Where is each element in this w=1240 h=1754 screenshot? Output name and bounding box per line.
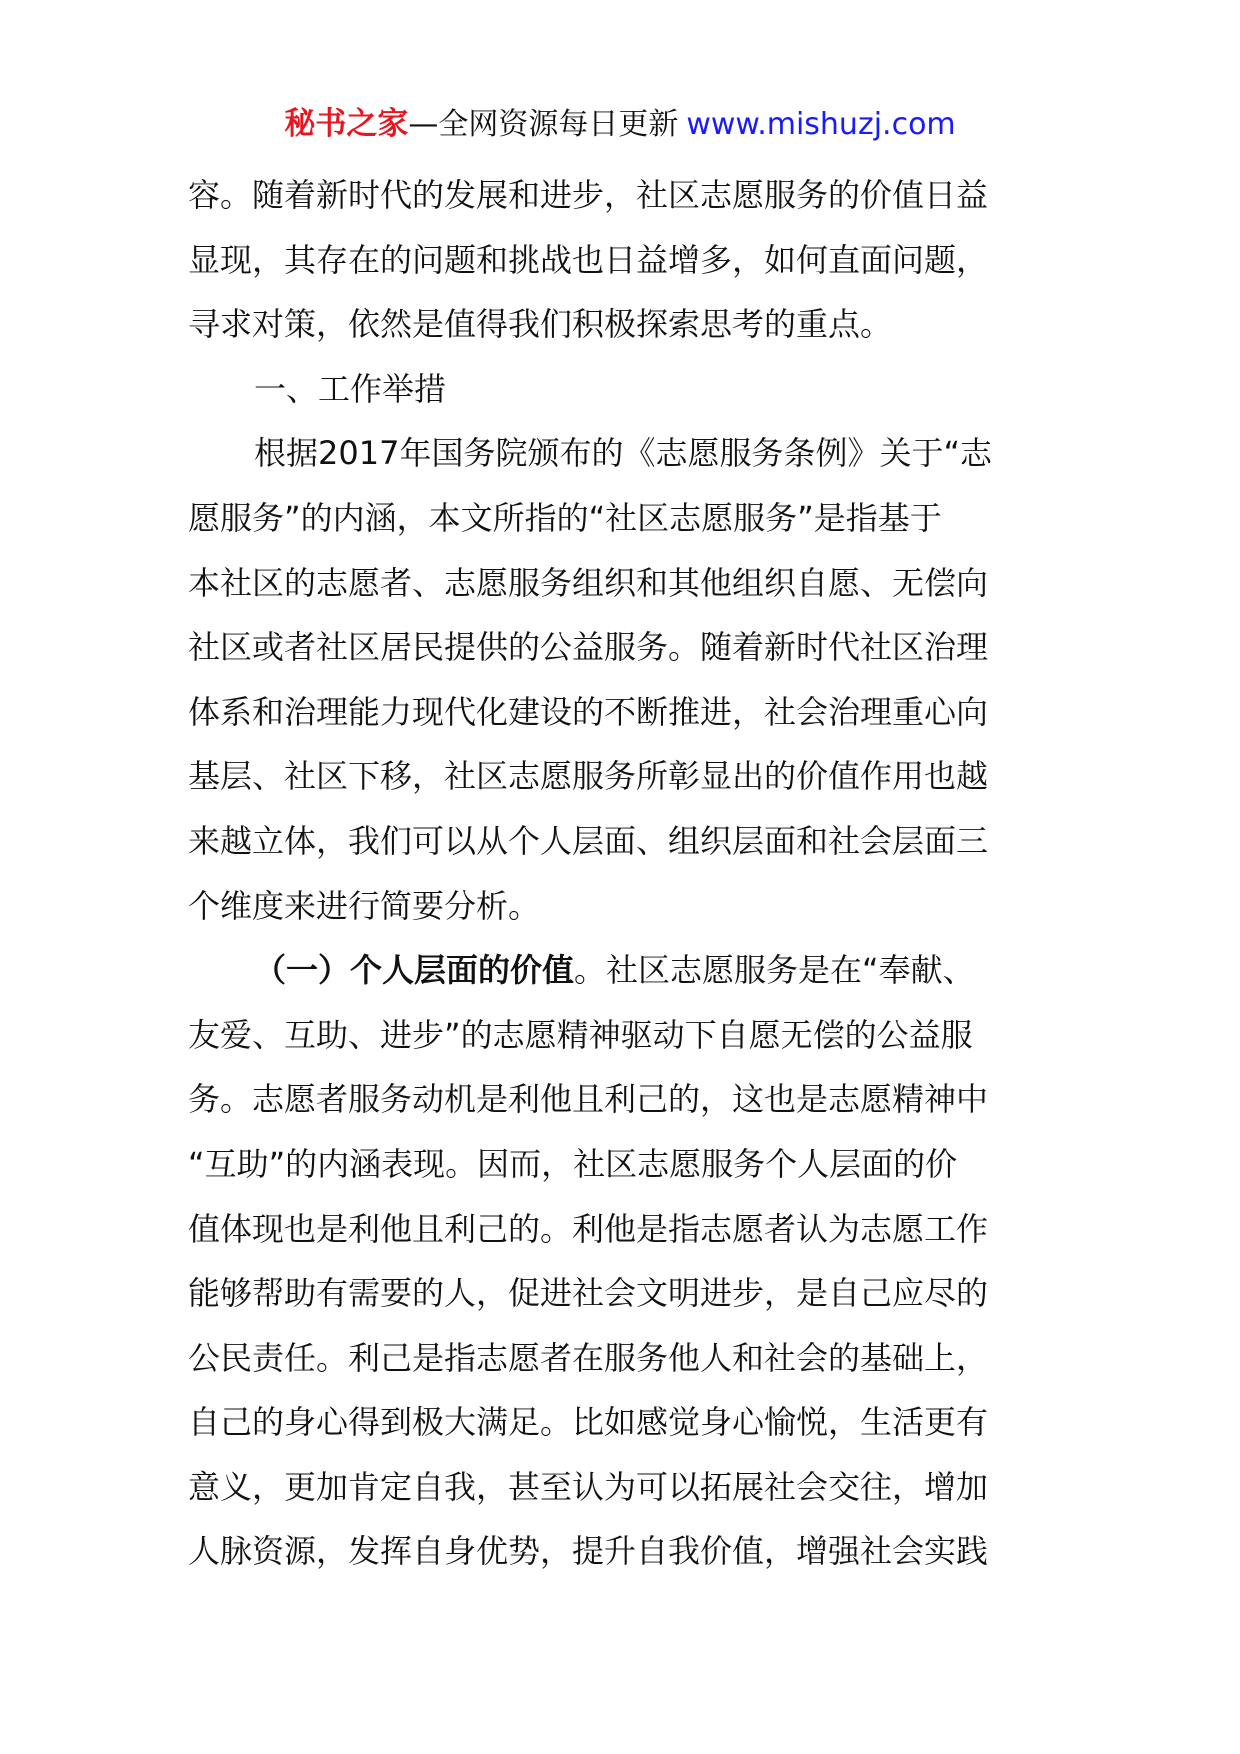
body-line: 公民责任。利己是指志愿者在服务他人和社会的基础上，: [188, 1338, 989, 1377]
brand-name: 秘书之家: [284, 106, 409, 142]
section-heading: 一、工作举措: [254, 369, 447, 408]
header-tagline: —全网资源每日更新: [408, 107, 679, 142]
body-line: “互助”的内涵表现。因而，社区志愿服务个人层面的价: [188, 1144, 958, 1183]
document-body: [188, 163, 1058, 1584]
body-line: 容。随着新时代的发展和进步，社区志愿服务的价值日益: [188, 176, 989, 214]
body-line: 社区或者社区居民提供的公益服务。随着新时代社区治理: [188, 628, 989, 667]
body-line: 愿服务”的内涵，本文所指的“社区志愿服务”是指基于: [188, 498, 942, 537]
body-line: 值体现也是利他且利己的。利他是指志愿者认为志愿工作: [188, 1209, 989, 1248]
body-line: 本社区的志愿者、志愿服务组织和其他组织自愿、无偿向: [188, 563, 989, 602]
body-line: 来越立体，我们可以从个人层面、组织层面和社会层面三: [188, 821, 989, 860]
body-line: 寻求对策，依然是值得我们积极探索思考的重点。: [188, 305, 893, 344]
body-line: 基层、社区下移，社区志愿服务所彰显出的价值作用也越: [188, 757, 989, 796]
subsection-line: （一）个人层面的价值。社区志愿服务是在“奉献、: [254, 951, 975, 990]
body-line: 自己的身心得到极大满足。比如感觉身心愉悦，生活更有: [188, 1403, 989, 1442]
body-line: 能够帮助有需要的人，促进社会文明进步，是自己应尽的: [188, 1274, 989, 1313]
body-line: 体系和治理能力现代化建设的不断推进，社会治理重心向: [188, 692, 989, 731]
subsection-title: （一）个人层面的价值: [254, 951, 575, 990]
body-line: 务。志愿者服务动机是利他且利己的，这也是志愿精神中: [188, 1080, 989, 1119]
body-line: 根据2017年国务院颁布的《志愿服务条例》关于“志: [254, 434, 993, 473]
page-header: [0, 100, 1240, 149]
body-line: 个维度来进行简要分析。: [188, 886, 541, 925]
body-line: 显现，其存在的问题和挑战也日益增多，如何直面问题，: [188, 240, 989, 279]
body-line: 意义，更加肯定自我，甚至认为可以拓展社会交往，增加: [188, 1467, 989, 1506]
body-line: 人脉资源，发挥自身优势，提升自我价值，增强社会实践: [188, 1532, 989, 1571]
header-url-link[interactable]: www.mishuzj.com: [686, 107, 956, 142]
body-line: 友爱、互助、进步”的志愿精神驱动下自愿无偿的公益服: [188, 1015, 973, 1054]
